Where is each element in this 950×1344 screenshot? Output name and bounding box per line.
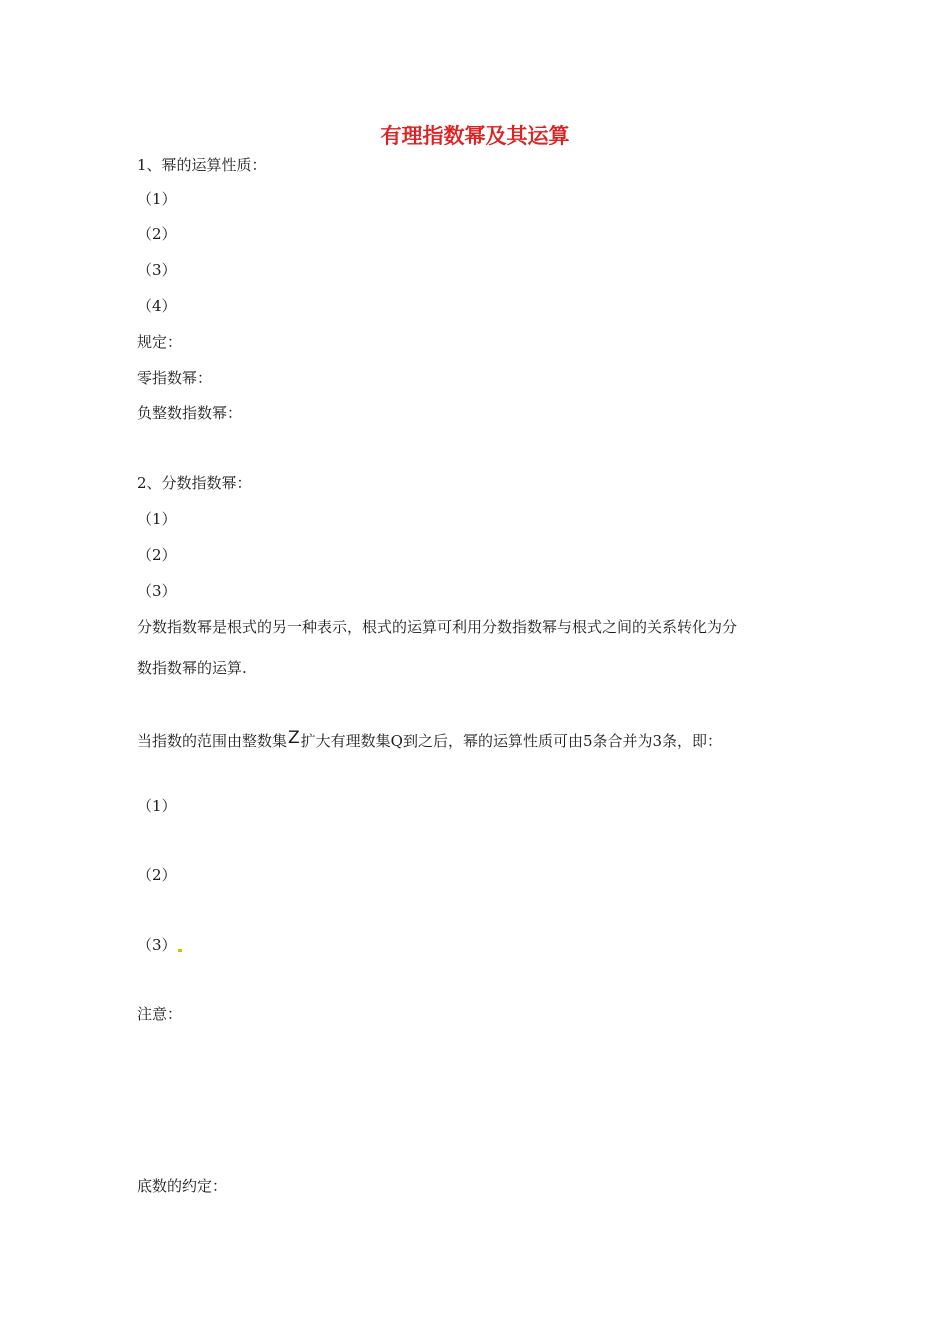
paragraph-line: 分数指数幂是根式的另一种表示，根式的运算可利用分数指数幂与根式之间的关系转化为分 [137,618,738,636]
list-item-label: （3） [137,936,177,954]
highlight-marker [178,949,182,952]
list-item: （3） [137,582,177,600]
list-item: （4） [137,297,177,315]
extension-text-part2: 扩大有理数集Q到之后，幂的运算性质可由5条合并为3条，即： [300,732,723,750]
list-item: （1） [137,797,177,815]
integer-set-symbol: Z [288,728,300,748]
extension-paragraph [137,727,722,752]
rule-label: 规定： [137,333,183,351]
note-label: 注意： [137,1005,183,1023]
paragraph-line: 数指数幂的运算. [137,659,247,677]
list-item: （2） [137,225,177,243]
page-title: 有理指数幂及其运算 [380,124,570,148]
section-1-heading: 1、幂的运算性质： [137,156,267,174]
list-item: （2） [137,546,177,564]
extension-text-part1: 当指数的范围由整数集 [137,732,288,750]
list-item-with-marker [137,934,183,956]
section-2-heading: 2、分数指数幂： [137,474,252,492]
list-item: （3） [137,261,177,279]
list-item: （1） [137,510,177,528]
list-item: （1） [137,190,177,208]
base-convention-label: 底数的约定： [137,1177,228,1195]
zero-exponent-label: 零指数幂： [137,369,213,387]
negative-exponent-label: 负整数指数幂： [137,404,243,422]
list-item: （2） [137,866,177,884]
